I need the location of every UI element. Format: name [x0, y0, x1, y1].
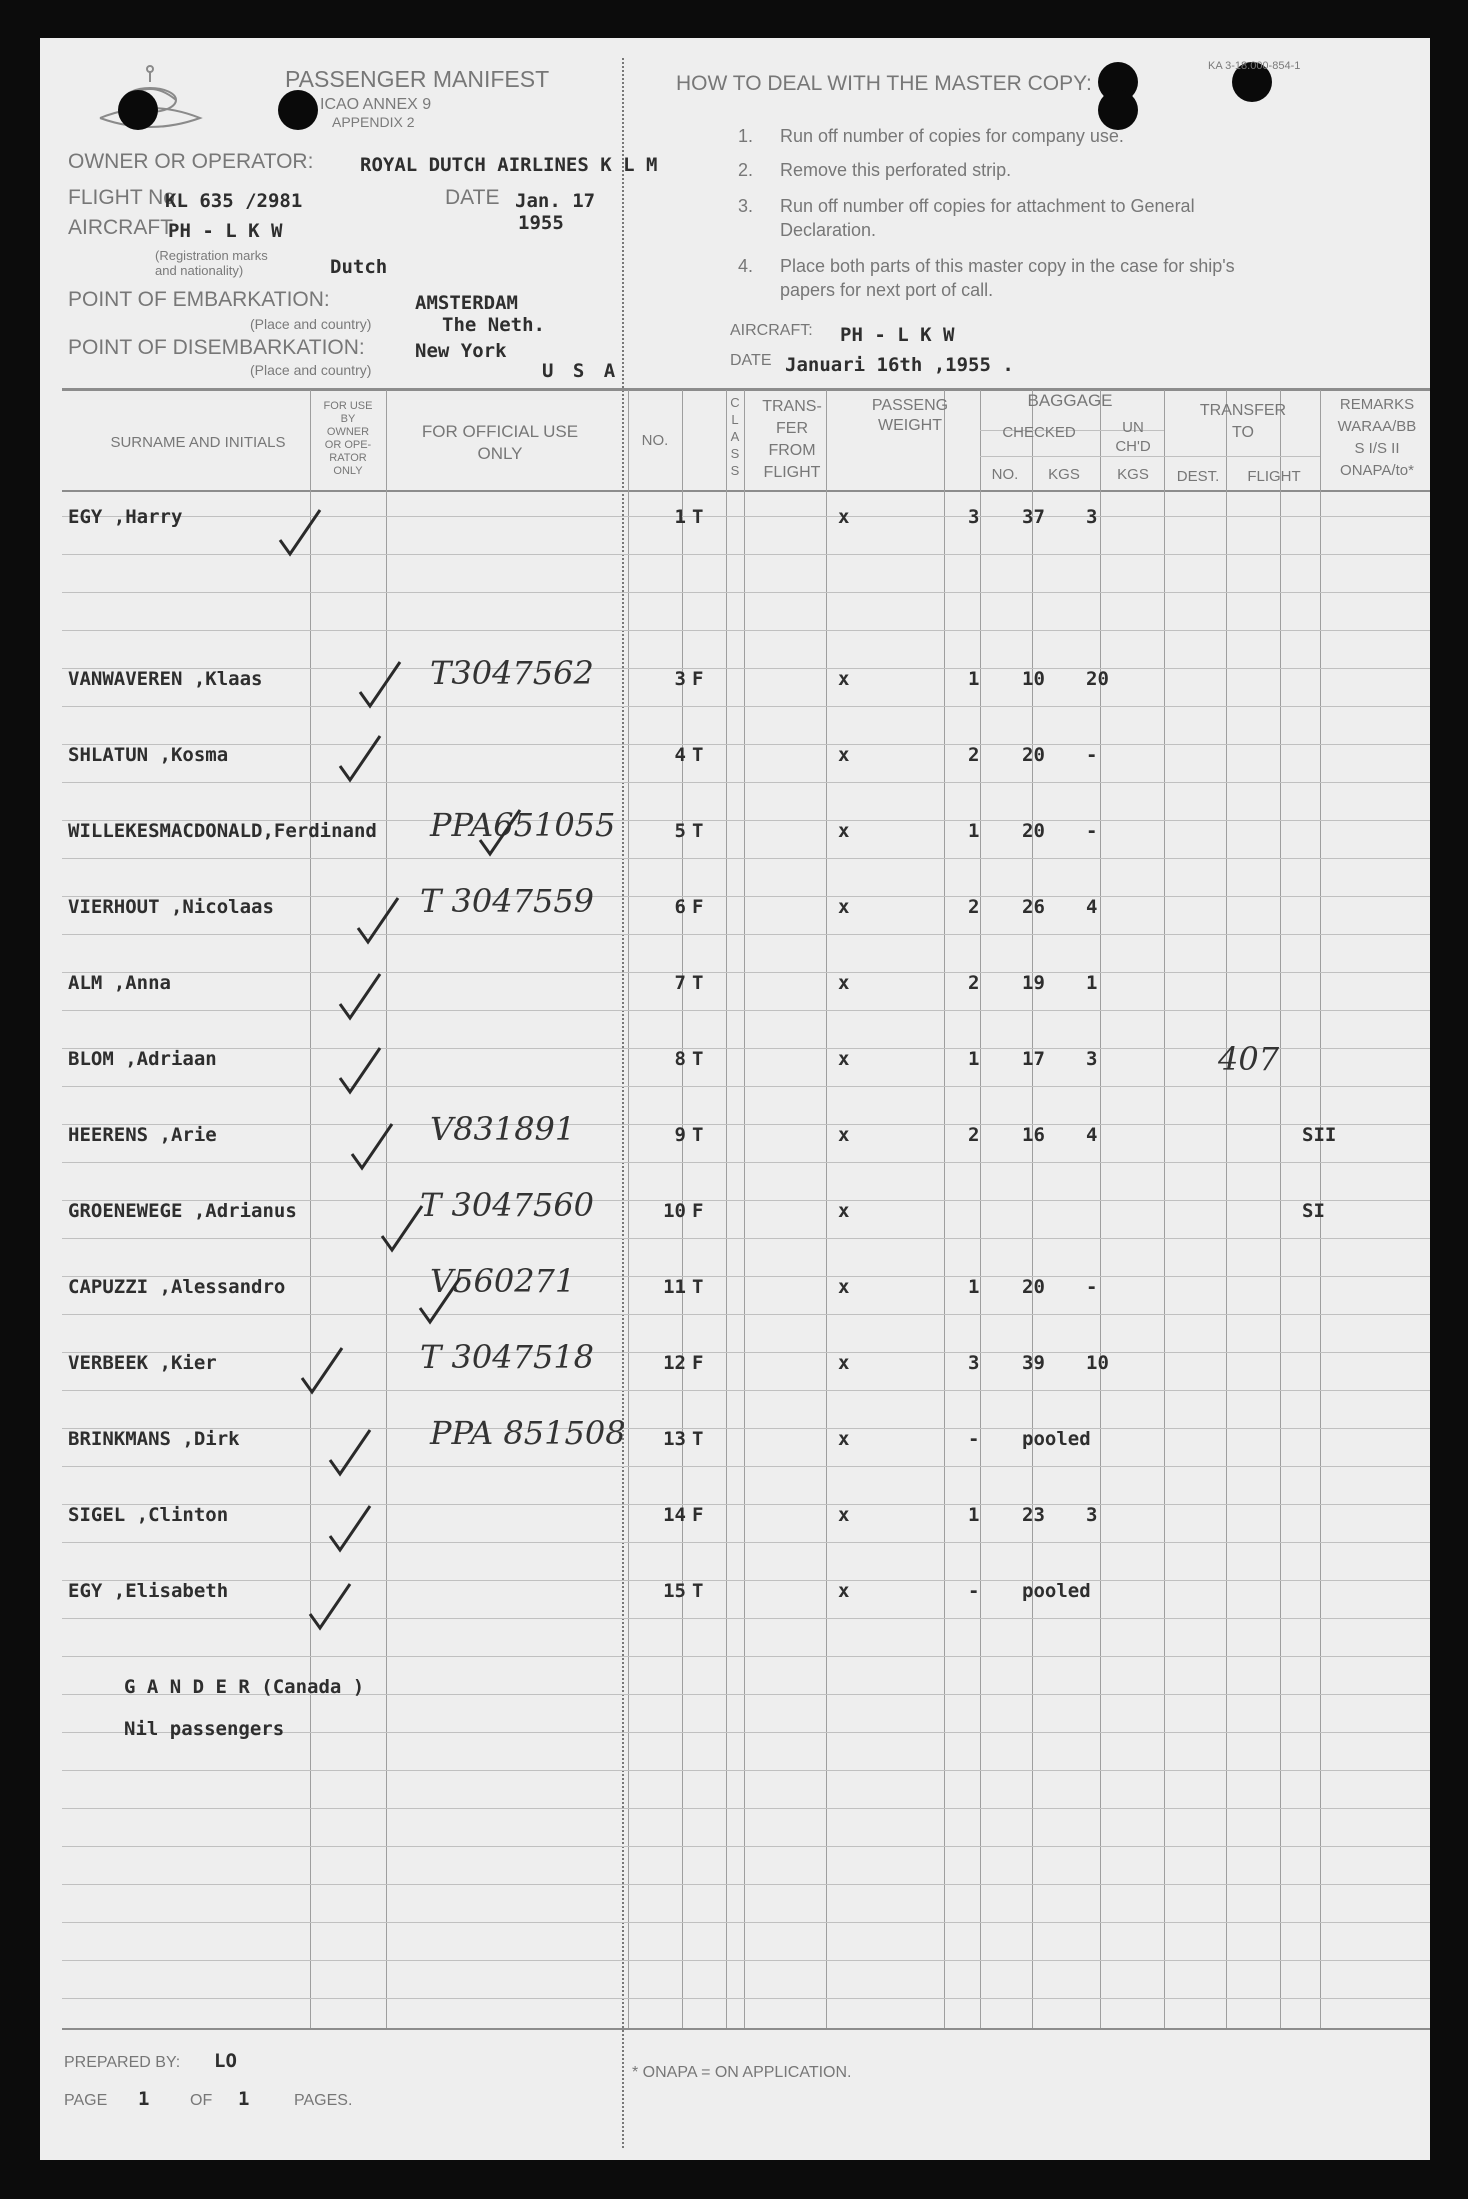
passenger-name: VIERHOUT ,Nicolaas — [68, 896, 274, 918]
col-baggage: BAGGAGE — [1027, 391, 1113, 410]
passenger-number: 14 — [663, 1504, 686, 1526]
embarkation-country: The Neth. — [442, 314, 545, 336]
unchecked-kgs: 3 — [1086, 1504, 1098, 1526]
bag-count: 2 — [968, 1124, 980, 1146]
passenger-name: ALM ,Anna — [68, 972, 171, 994]
passenger-name: CAPUZZI ,Alessandro — [68, 1276, 286, 1298]
passenger-number: 5 — [674, 820, 686, 842]
instruction-text-1: Run off number of copies for company use. — [780, 126, 1124, 146]
col-dest: DEST. — [1176, 468, 1220, 485]
weight-mark: x — [838, 1504, 850, 1526]
remark: SI — [1302, 1200, 1325, 1222]
icao-annex: ICAO ANNEX 9 — [320, 96, 432, 113]
weight-mark: x — [838, 1580, 850, 1602]
onapa-note: * ONAPA = ON APPLICATION. — [632, 2064, 852, 2081]
col-transfer-from-line: FROM — [768, 442, 816, 459]
passenger-number: 13 — [663, 1428, 686, 1450]
col-owner-use-line: BY — [340, 413, 356, 425]
bag-kgs: 26 — [1022, 896, 1045, 918]
passenger-name: BRINKMANS ,Dirk — [68, 1428, 240, 1450]
bag-count: 3 — [968, 1352, 980, 1374]
passenger-name: HEERENS ,Arie — [68, 1124, 217, 1146]
bag-kgs: pooled — [1022, 1580, 1091, 1602]
official-document-number: PPA 851508 — [430, 1414, 626, 1452]
bag-count: 1 — [968, 1048, 980, 1070]
passenger-name: VERBEEK ,Kier — [68, 1352, 217, 1374]
weight-mark: x — [838, 668, 850, 690]
unchecked-kgs: 4 — [1086, 896, 1098, 918]
official-document-number: PPA651055 — [430, 806, 616, 844]
aircraft-value: PH - L K W — [168, 220, 283, 242]
col-remarks-line: REMARKS — [1339, 396, 1415, 413]
col-owner-use-line: FOR USE — [323, 400, 373, 412]
bag-count: - — [968, 1580, 980, 1602]
official-document-number: T 3047559 — [420, 882, 595, 920]
col-transfer-to-line: TO — [1232, 424, 1254, 441]
bag-kgs: 23 — [1022, 1504, 1045, 1526]
bag-count: 1 — [968, 820, 980, 842]
passenger-class: T — [692, 1428, 704, 1450]
col-class-letter: L — [731, 412, 739, 427]
passenger-class: T — [692, 972, 704, 994]
prepared-value: LO — [214, 2050, 237, 2072]
owner-value: ROYAL DUTCH AIRLINES K L M — [360, 154, 658, 176]
registration-note: (Registration marks and nationality) — [155, 248, 268, 278]
official-document-number: V560271 — [430, 1262, 576, 1300]
weight-mark: x — [838, 972, 850, 994]
footer-rule — [62, 2028, 1430, 2030]
flight-value: KL 635 /2981 — [165, 190, 303, 212]
passenger-class: T — [692, 506, 704, 528]
bag-count: 1 — [968, 1276, 980, 1298]
bag-count: 2 — [968, 972, 980, 994]
disembarkation-label: POINT OF DISEMBARKATION: — [68, 336, 365, 359]
bag-kgs: 19 — [1022, 972, 1045, 994]
passenger-class: T — [692, 1048, 704, 1070]
page-label: PAGE — [64, 2092, 108, 2109]
instruction-text-3b: Declaration. — [780, 220, 877, 240]
bag-kgs: 39 — [1022, 1352, 1045, 1374]
col-owner-use-line: OWNER — [326, 426, 370, 438]
unchecked-kgs: 20 — [1086, 668, 1109, 690]
passenger-name: SIGEL ,Clinton — [68, 1504, 229, 1526]
aircraft-value-2: PH - L K W — [840, 324, 955, 346]
col-unchecked-line: CH'D — [1115, 438, 1151, 455]
gander-heading: G A N D E R (Canada ) — [124, 1676, 365, 1698]
remark: 407 — [1218, 1040, 1280, 1078]
instruction-num-4: 4. — [738, 256, 754, 276]
date-label-2: DATE — [730, 352, 772, 369]
instruction-text-2: Remove this perforated strip. — [780, 160, 1012, 180]
bag-kgs: pooled — [1022, 1428, 1091, 1450]
passenger-name: BLOM ,Adriaan — [68, 1048, 217, 1070]
check-mark — [480, 810, 520, 854]
passenger-number: 1 — [674, 506, 686, 528]
passenger-name: GROENEWEGE ,Adrianus — [68, 1200, 297, 1222]
passenger-number: 12 — [663, 1352, 686, 1374]
col-class-letter: C — [730, 395, 740, 410]
col-owner-use-line: ONLY — [333, 465, 363, 477]
disembark-place-note: (Place and country) — [250, 362, 372, 378]
pages-label: PAGES. — [294, 2092, 353, 2109]
bag-kgs: 17 — [1022, 1048, 1045, 1070]
weight-mark: x — [838, 1048, 850, 1070]
gander-nil: Nil passengers — [124, 1718, 285, 1740]
manifest-sheet — [40, 38, 1430, 2160]
bag-count: 1 — [968, 668, 980, 690]
passenger-number: 15 — [663, 1580, 686, 1602]
unchecked-kgs: 3 — [1086, 1048, 1098, 1070]
disembarkation-value: New York — [415, 340, 507, 362]
passenger-number: 9 — [674, 1124, 686, 1146]
bag-count: - — [968, 1428, 980, 1450]
passenger-class: T — [692, 820, 704, 842]
of-label: OF — [190, 2092, 213, 2109]
passenger-number: 7 — [674, 972, 686, 994]
passenger-class: F — [692, 1504, 704, 1526]
page-number: 1 — [138, 2088, 150, 2110]
instruction-text-4: Place both parts of this master copy in the case for ship's — [780, 256, 1235, 276]
passenger-name: WILLEKESMACDONALD,Ferdinand — [68, 820, 377, 842]
official-document-number: T 3047518 — [420, 1338, 595, 1376]
bag-kgs: 20 — [1022, 820, 1045, 842]
unchecked-kgs: 1 — [1086, 972, 1098, 994]
unchecked-kgs: - — [1086, 744, 1098, 766]
instruction-num-1: 1. — [738, 126, 754, 146]
embarkation-value: AMSTERDAM — [415, 292, 518, 314]
passenger-class: F — [692, 896, 704, 918]
instruction-num-2: 2. — [738, 160, 754, 180]
passenger-name: VANWAVEREN ,Klaas — [68, 668, 263, 690]
col-transfer-from-line: FER — [776, 420, 808, 437]
col-class-letter: A — [730, 429, 740, 444]
weight-mark: x — [838, 744, 850, 766]
flight-label: FLIGHT No — [68, 186, 175, 209]
official-document-number: T3047562 — [430, 654, 594, 692]
aircraft-label-2: AIRCRAFT: — [730, 322, 813, 339]
col-owner-use-line: OR OPE- — [324, 439, 372, 451]
col-bag-no: NO. — [991, 466, 1019, 483]
embark-place-note: (Place and country) — [250, 316, 372, 332]
weight-mark: x — [838, 1276, 850, 1298]
instructions-title: HOW TO DEAL WITH THE MASTER COPY: — [676, 72, 1092, 95]
passenger-number: 4 — [674, 744, 686, 766]
passenger-class: T — [692, 1580, 704, 1602]
col-flight: FLIGHT — [1247, 468, 1301, 485]
instruction-num-3: 3. — [738, 196, 754, 216]
weight-mark: x — [838, 820, 850, 842]
bag-kgs: 20 — [1022, 744, 1045, 766]
manifest-title: PASSENGER MANIFEST — [285, 66, 550, 92]
check-mark — [340, 974, 380, 1018]
col-surname: SURNAME AND INITIALS — [110, 434, 286, 451]
date-year: 1955 — [518, 212, 564, 234]
weight-mark: x — [838, 1428, 850, 1450]
unchecked-kgs: - — [1086, 820, 1098, 842]
bag-count: 1 — [968, 1504, 980, 1526]
check-mark — [358, 898, 398, 942]
passenger-name: SHLATUN ,Kosma — [68, 744, 229, 766]
official-document-number: V831891 — [430, 1110, 576, 1148]
unchecked-kgs: - — [1086, 1276, 1098, 1298]
col-class-letter: S — [730, 446, 740, 461]
unchecked-kgs: 3 — [1086, 506, 1098, 528]
disembarkation-country: U S A — [542, 360, 620, 382]
bag-count: 2 — [968, 744, 980, 766]
passenger-class: T — [692, 1276, 704, 1298]
weight-mark: x — [838, 1352, 850, 1374]
instruction-text-3: Run off number off copies for attachment to General — [780, 196, 1195, 216]
bag-count: 2 — [968, 896, 980, 918]
date-value-2: Januari 16th ,1955 . — [785, 354, 1014, 376]
unchecked-kgs: 10 — [1086, 1352, 1109, 1374]
col-official-line: FOR OFFICIAL USE — [421, 422, 579, 441]
check-mark — [280, 510, 320, 554]
check-mark — [420, 1278, 460, 1322]
col-remarks-line: WARAA/BB — [1337, 418, 1417, 435]
col-transfer-from-line: TRANS- — [762, 398, 822, 415]
nationality-value: Dutch — [330, 256, 388, 278]
remark: SII — [1302, 1124, 1337, 1146]
official-document-number: T 3047560 — [420, 1186, 595, 1224]
check-mark — [340, 736, 380, 780]
col-weight-line: WEIGHT — [878, 417, 942, 434]
check-mark — [360, 662, 400, 706]
check-mark — [310, 1584, 350, 1628]
col-official-line: ONLY — [477, 444, 523, 463]
bag-kgs: 37 — [1022, 506, 1045, 528]
passenger-class: T — [692, 1124, 704, 1146]
weight-mark: x — [838, 1124, 850, 1146]
check-marks — [40, 38, 1430, 2160]
col-class-letter: S — [730, 463, 740, 478]
prepared-label: PREPARED BY: — [64, 2054, 181, 2071]
col-transfer-to-line: TRANSFER — [1199, 402, 1287, 419]
aircraft-label: AIRCRAFT — [68, 216, 173, 239]
bag-kgs: 10 — [1022, 668, 1045, 690]
instruction-text-4b: papers for next port of call. — [780, 280, 994, 300]
col-owner-use-line: RATOR — [329, 452, 367, 464]
col-unchecked-line: UN — [1122, 419, 1144, 436]
check-mark — [302, 1348, 342, 1392]
weight-mark: x — [838, 896, 850, 918]
unchecked-kgs: 4 — [1086, 1124, 1098, 1146]
passenger-number: 10 — [663, 1200, 686, 1222]
passenger-number: 3 — [674, 668, 686, 690]
passenger-name: EGY ,Elisabeth — [68, 1580, 229, 1602]
passenger-class: F — [692, 1352, 704, 1374]
col-checked: CHECKED — [1002, 424, 1076, 441]
passenger-class: T — [692, 744, 704, 766]
appendix: APPENDIX 2 — [332, 114, 415, 130]
embarkation-label: POINT OF EMBARKATION: — [68, 288, 330, 311]
col-transfer-from-line: FLIGHT — [763, 464, 821, 481]
check-mark — [382, 1206, 422, 1250]
weight-mark: x — [838, 506, 850, 528]
passenger-name: EGY ,Harry — [68, 506, 183, 528]
check-mark — [352, 1124, 392, 1168]
of-number: 1 — [238, 2088, 250, 2110]
bag-kgs: 20 — [1022, 1276, 1045, 1298]
col-remarks-line: S I/S II — [1354, 440, 1400, 457]
bag-kgs: 16 — [1022, 1124, 1045, 1146]
bag-count: 3 — [968, 506, 980, 528]
weight-mark: x — [838, 1200, 850, 1222]
check-mark — [340, 1048, 380, 1092]
passenger-class: F — [692, 668, 704, 690]
check-mark — [330, 1506, 370, 1550]
form-code: KA 3-18.000-854-1 — [1208, 60, 1301, 72]
owner-label: OWNER OR OPERATOR: — [68, 150, 314, 173]
check-mark — [330, 1430, 370, 1474]
passenger-class: F — [692, 1200, 704, 1222]
passenger-number: 11 — [663, 1276, 686, 1298]
col-remarks-line: ONAPA/to* — [1340, 462, 1414, 479]
date-value: Jan. 17 — [515, 190, 596, 212]
passenger-number: 8 — [674, 1048, 686, 1070]
col-un-kgs: KGS — [1117, 466, 1149, 483]
col-bag-kgs: KGS — [1048, 466, 1080, 483]
col-weight-line: PASSENG — [871, 397, 949, 414]
date-label: DATE — [445, 186, 500, 209]
passenger-number: 6 — [674, 896, 686, 918]
col-no: NO. — [641, 432, 669, 449]
